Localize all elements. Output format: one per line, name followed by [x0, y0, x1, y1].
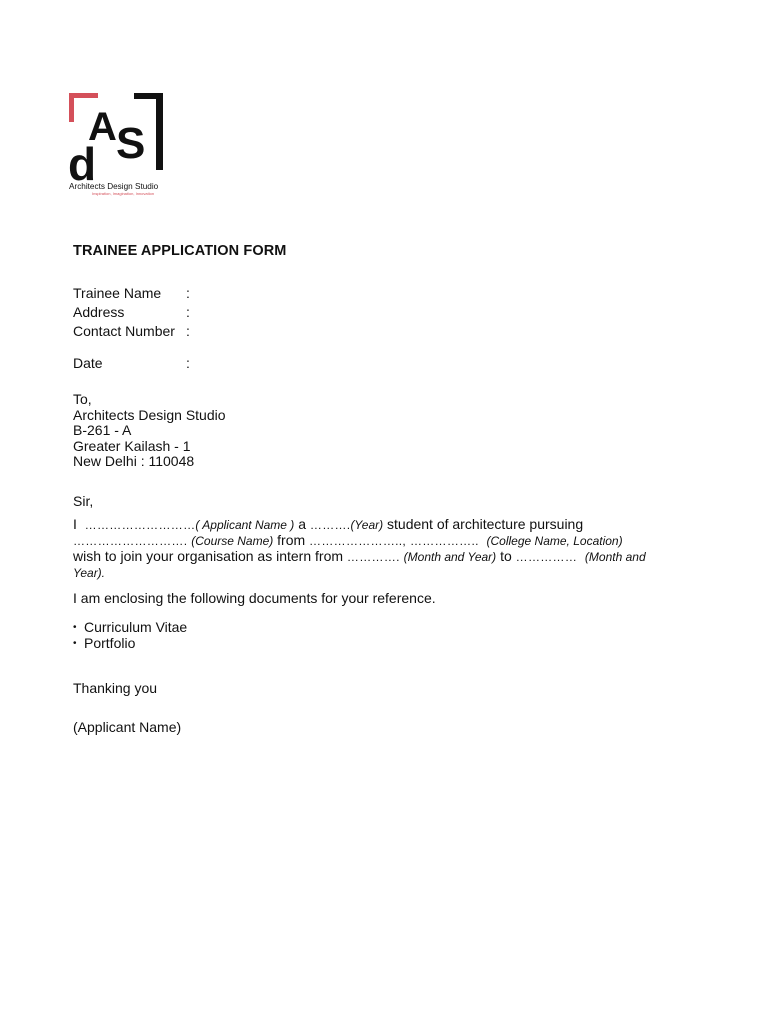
- field-contact-number: [73, 322, 190, 340]
- field-label: Date: [73, 355, 103, 371]
- hint-course-name: (Course Name): [191, 534, 274, 548]
- bullet-icon: •: [73, 637, 77, 649]
- text-a: a: [298, 516, 306, 532]
- hint-applicant-name: ( Applicant Name ): [195, 518, 295, 532]
- document-list: [73, 620, 187, 651]
- letter-line-1: [73, 516, 693, 532]
- hint-end-month-cont: Year).: [73, 566, 106, 580]
- svg-text:d: d: [68, 138, 97, 190]
- recipient-line: Greater Kailash - 1: [73, 437, 191, 454]
- recipient-line: B-261 - A: [73, 422, 132, 438]
- text-student-of: student of architecture pursuing: [387, 516, 584, 532]
- logo-tagline-text: Inspiration, Imagination, Innovation: [92, 191, 155, 196]
- field-address: [73, 303, 190, 321]
- list-item: [73, 636, 187, 652]
- field-separator: :: [186, 323, 190, 339]
- signature: (Applicant Name): [73, 719, 182, 735]
- letter-line-3: [73, 548, 693, 564]
- closing: Thanking you: [73, 680, 158, 696]
- field-label: Trainee Name: [73, 285, 162, 301]
- hint-end-month: (Month and: [584, 550, 646, 564]
- field-separator: :: [186, 355, 190, 371]
- company-logo: [68, 92, 168, 196]
- text-to: to: [500, 548, 512, 564]
- recipient-to: To,: [73, 391, 92, 407]
- enclosing-text: I am enclosing the following documents for your reference.: [73, 590, 436, 606]
- field-date: [73, 354, 190, 372]
- blank-start-month: ………….: [346, 550, 400, 564]
- text-i: I: [73, 516, 77, 532]
- blank-applicant-name: ………………………: [84, 518, 196, 532]
- list-item-label: Portfolio: [84, 634, 136, 651]
- field-separator: :: [186, 304, 190, 320]
- logo-company-text: Architects Design Studio: [69, 182, 159, 191]
- field-separator: :: [186, 285, 190, 301]
- text-wish-to-join: wish to join your organisation as intern from: [73, 548, 344, 564]
- list-item: [73, 620, 187, 636]
- recipient-line: Architects Design Studio: [73, 406, 226, 423]
- letter-line-2: [73, 532, 693, 548]
- field-label: Contact Number: [73, 323, 175, 339]
- blank-college-name: …………………..,: [309, 534, 407, 548]
- recipient-address: [73, 392, 226, 470]
- text-from: from: [277, 532, 306, 548]
- letter-body: [73, 516, 693, 580]
- hint-year: (Year): [350, 518, 384, 532]
- bullet-icon: •: [73, 622, 77, 633]
- blank-year: ……….: [309, 518, 351, 532]
- blank-end-month: ……………: [515, 550, 578, 564]
- svg-text:S: S: [116, 119, 146, 168]
- salutation: Sir,: [73, 493, 94, 509]
- hint-start-month: (Month and Year): [403, 550, 497, 564]
- letter-line-4: [73, 564, 693, 580]
- hint-college: (College Name, Location): [486, 534, 623, 548]
- form-title: TRAINEE APPLICATION FORM: [73, 243, 287, 259]
- field-trainee-name: [73, 284, 190, 302]
- svg-text:A: A: [88, 105, 117, 149]
- recipient-line: New Delhi : 110048: [73, 453, 195, 469]
- list-item-label: Curriculum Vitae: [84, 619, 188, 635]
- field-label: Address: [73, 304, 125, 320]
- blank-college-location: ……………..: [409, 534, 479, 548]
- blank-course-name: ……………………….: [73, 534, 188, 548]
